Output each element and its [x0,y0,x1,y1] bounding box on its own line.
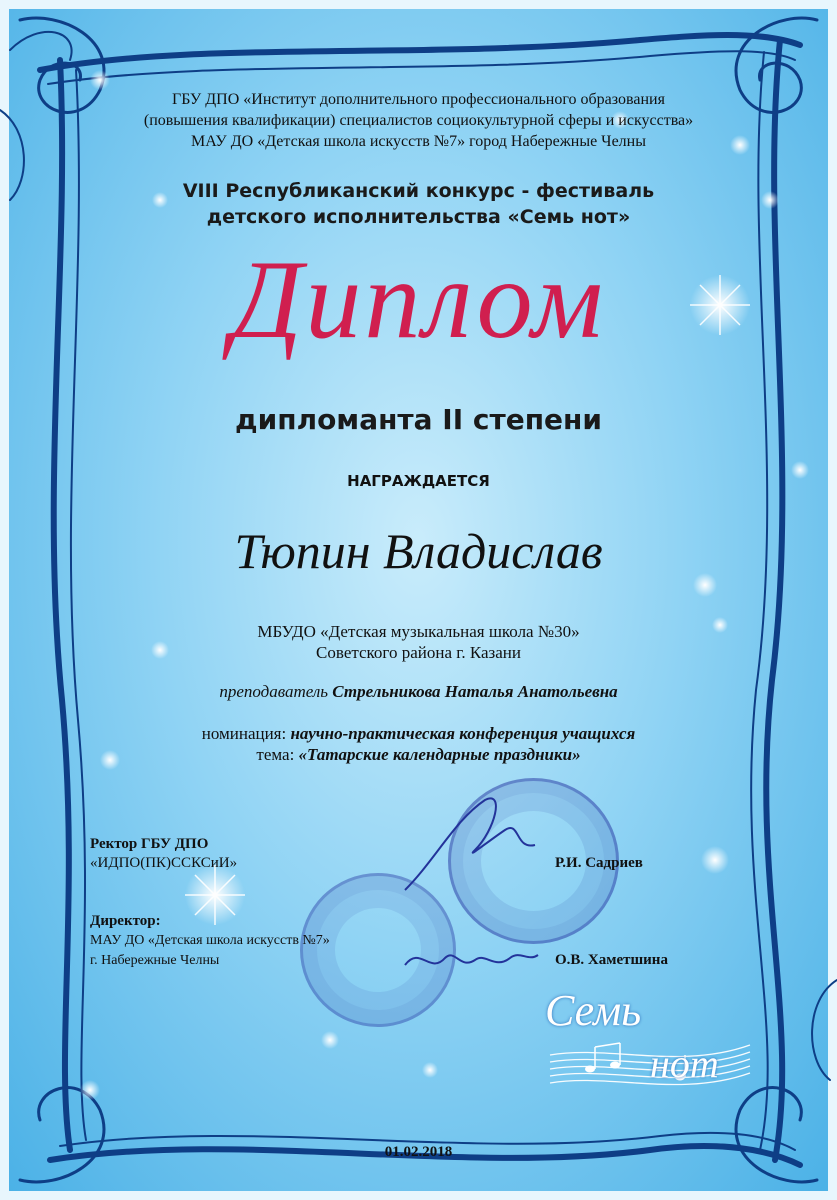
topic-value: «Татарские календарные праздники» [298,745,581,764]
nomination-label: номинация: [201,724,287,743]
school-line-2: Советского района г. Казани [316,643,521,662]
teacher-label: преподаватель [219,682,329,701]
rector-signature [395,790,545,900]
diploma-title: Диплом [231,238,606,362]
teacher-name: Стрельникова Наталья Анатольевна [332,682,618,701]
header-line-1: ГБУ ДПО «Институт дополнительного профессионального образования [172,91,665,108]
rector-name: Р.И. Садриев [555,855,643,871]
school-line-1: МБУДО «Детская музыкальная школа №30» [257,622,580,641]
awardee-name: Тюпин Владислав [234,523,603,579]
contest-line-2: детского исполнительства «Семь нот» [206,206,631,228]
seven-notes-logo [530,985,760,1105]
awarded-label: НАГРАЖДАЕТСЯ [347,472,490,490]
director-title: Директор: [90,913,161,929]
rector-title-line-2: «ИДПО(ПК)ССКСиИ» [90,855,238,871]
logo-word-1: Семь [545,986,642,1035]
degree-text: дипломанта II степени [234,403,603,436]
director-org-line-2: г. Набережные Челны [90,953,220,968]
contest-line-1: VIII Республиканский конкурс - фестиваль [182,180,655,202]
director-signature [400,940,540,980]
director-org-line-1: МАУ ДО «Детская школа искусств №7» [90,933,330,948]
rector-title-line-1: Ректор ГБУ ДПО [90,836,209,852]
logo-word-2: нот [650,1041,719,1086]
topic-label: тема: [256,745,295,764]
header-line-2: (повышения квалификации) специалистов социокультурной сферы и искусства» [143,112,694,129]
nomination-value: научно-практическая конференция учащихся [290,724,636,743]
director-name: О.В. Хаметшина [555,952,668,968]
header-line-3: МАУ ДО «Детская школа искусств №7» город Набережные Челны [191,133,646,150]
issue-date: 01.02.2018 [384,1144,453,1160]
